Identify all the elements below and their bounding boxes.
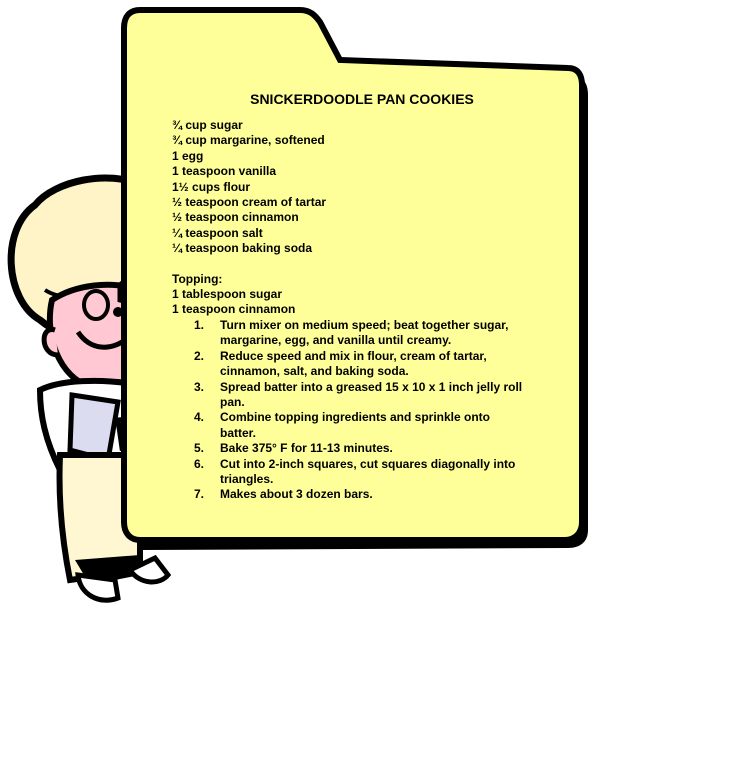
ingredient-item: ¼ teaspoon salt [172,225,263,240]
step-number: 3. [194,379,205,394]
topping-heading: Topping: [172,271,223,286]
recipe-content [172,90,562,503]
ingredient-item: ½ teaspoon cinnamon [172,210,299,225]
step-text: Bake 375° F for 11-13 minutes. [220,441,393,456]
chef-towel [70,395,118,460]
ingredient-item: 1 teaspoon vanilla [172,164,277,179]
steps-list [194,318,524,503]
ingredient-item: ¾ cup margarine, softened [172,133,325,148]
step-text: Cut into 2-inch squares, cut squares diagonally into triangles. [220,456,516,486]
step-number: 1. [194,317,205,332]
ingredients-list [172,118,562,257]
chef-shoe-left [78,575,118,600]
topping-list [172,287,562,318]
step-number: 2. [194,348,205,363]
ingredient-item: ½ teaspoon cream of tartar [172,195,327,210]
ingredient-item: ¼ teaspoon baking soda [172,241,313,256]
step-item [194,380,524,411]
chef-nose [84,291,108,319]
step-number: 5. [194,441,205,456]
step-item [194,410,524,441]
step-text: Reduce speed and mix in flour, cream of tartar, cinnamon, salt, and baking soda. [220,348,487,379]
step-item [194,457,524,488]
step-text: Turn mixer on medium speed; beat together sugar, margarine, egg, and vanilla until creamy. [220,317,509,348]
topping-item: 1 teaspoon cinnamon [172,302,296,317]
step-number: 6. [194,456,205,471]
step-item [194,487,524,502]
recipe-title: SNICKERDOODLE PAN COOKIES [250,91,474,107]
step-item [194,441,524,456]
step-text: Combine topping ingredients and sprinkle onto batter. [220,410,490,440]
step-number: 7. [194,487,205,502]
step-text: Spread batter into a greased 15 x 10 x 1 inch jelly roll pan. [220,379,523,409]
ingredient-item: 1 egg [172,148,204,163]
ingredient-item: 1½ cups flour [172,179,251,194]
step-number: 4. [194,410,205,425]
step-item [194,318,524,349]
step-text: Makes about 3 dozen bars. [220,487,373,502]
topping-item: 1 tablespoon sugar [172,287,283,302]
step-item [194,349,524,380]
ingredient-item: ¾ cup sugar [172,118,243,132]
